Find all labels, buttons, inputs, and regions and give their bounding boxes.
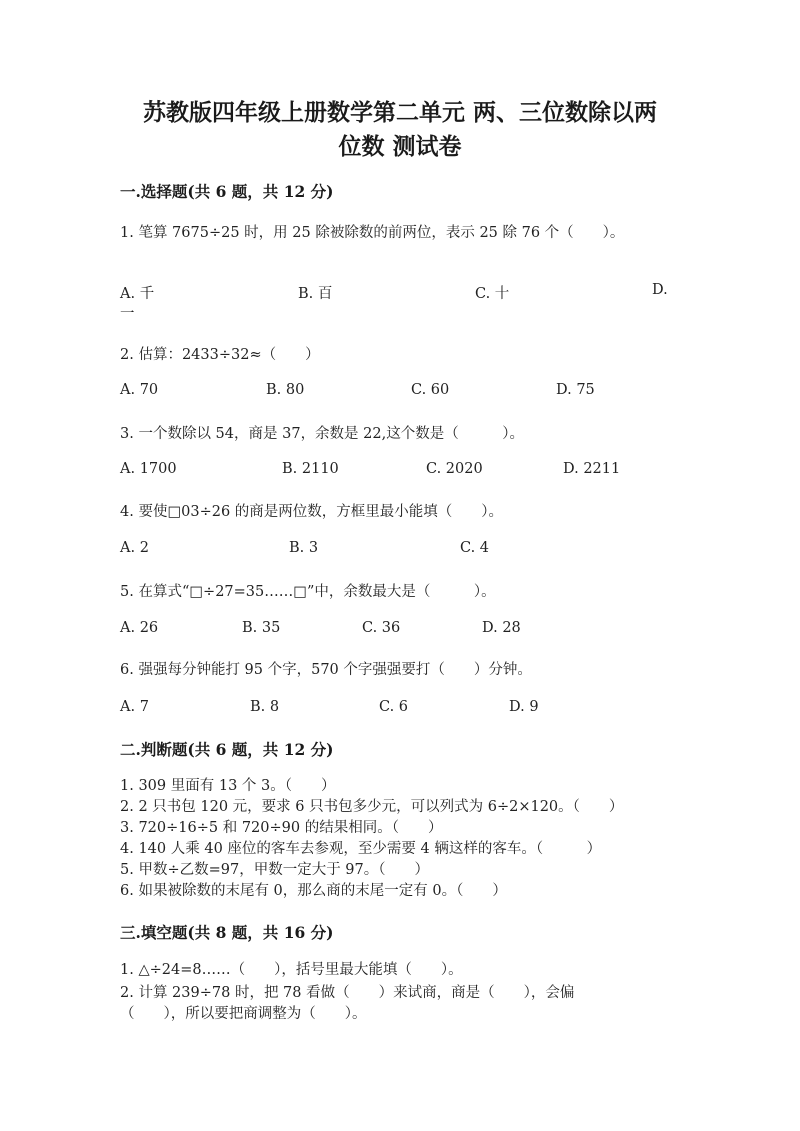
choice-q2-option-c: C. 60	[411, 382, 450, 398]
choice-q2-option-a: A. 70	[120, 382, 159, 398]
choice-q1-option-d-text: 一	[120, 306, 135, 322]
choice-q3-option-b: B. 2110	[282, 461, 339, 477]
choice-q3-option-d: D. 2211	[563, 461, 621, 477]
fill-item-1: 1. △÷24=8……（ ），括号里最大能填（ ）。	[120, 962, 463, 978]
choice-question-5: 5. 在算式“□÷27=35……□”中，余数最大是（ ）。	[120, 584, 496, 600]
choice-question-1: 1. 笔算 7675÷25 时，用 25 除被除数的前两位，表示 25 除 76 个（ ）。	[120, 225, 625, 241]
judge-item-6: 6. 如果被除数的末尾有 0，那么商的末尾一定有 0。（ ）	[120, 883, 507, 899]
page-title	[110, 96, 690, 164]
choice-q4-option-c: C. 4	[460, 540, 490, 556]
judge-item-5: 5. 甲数÷乙数=97，甲数一定大于 97。（ ）	[120, 862, 430, 878]
fill-item-2: 2. 计算 239÷78 时，把 78 看做（ ）来试商，商是（ ），会偏	[120, 985, 575, 1001]
choice-q2-option-b: B. 80	[266, 382, 305, 398]
choice-q5-option-a: A. 26	[120, 620, 159, 636]
choice-q4-option-a: A. 2	[120, 540, 149, 556]
judge-item-3: 3. 720÷16÷5 和 720÷90 的结果相同。（ ）	[120, 820, 443, 836]
page-title-line-2: 位数 测试卷	[338, 133, 462, 160]
choice-q5-option-c: C. 36	[362, 620, 401, 636]
choice-q2-option-d: D. 75	[556, 382, 595, 398]
section-heading-choice: 一.选择题(共 6 题，共 12 分)	[120, 182, 334, 201]
choice-q6-option-b: B. 8	[250, 699, 280, 715]
choice-q6-option-c: C. 6	[379, 699, 409, 715]
choice-q5-option-b: B. 35	[242, 620, 281, 636]
section-heading-judge: 二.判断题(共 6 题，共 12 分)	[120, 740, 334, 759]
choice-q6-option-a: A. 7	[120, 699, 149, 715]
section-heading-fill: 三.填空题(共 8 题，共 16 分)	[120, 923, 334, 942]
choice-q1-option-b: B. 百	[298, 286, 333, 302]
choice-question-2: 2. 估算：2433÷32≈（ ）	[120, 347, 320, 363]
choice-question-3: 3. 一个数除以 54，商是 37，余数是 22,这个数是（ ）。	[120, 426, 524, 442]
choice-question-6: 6. 强强每分钟能打 95 个字，570 个字强强要打（ ）分钟。	[120, 662, 532, 678]
choice-q6-option-d: D. 9	[509, 699, 539, 715]
choice-q1-option-d: D.	[652, 282, 668, 298]
judge-item-2: 2. 2 只书包 120 元，要求 6 只书包多少元，可以列式为 6÷2×120。（ ）	[120, 799, 624, 815]
fill-item-2-continued: （ ），所以要把商调整为（ ）。	[120, 1006, 367, 1022]
choice-q4-option-b: B. 3	[289, 540, 319, 556]
choice-q1-option-a: A. 千	[120, 286, 155, 302]
page-title-line-1: 苏教版四年级上册数学第二单元 两、三位数除以两	[142, 99, 657, 126]
choice-q1-option-c: C. 十	[475, 286, 510, 302]
choice-q3-option-a: A. 1700	[120, 461, 177, 477]
judge-item-1: 1. 309 里面有 13 个 3。（ ）	[120, 778, 336, 794]
judge-item-4: 4. 140 人乘 40 座位的客车去参观，至少需要 4 辆这样的客车。（ ）	[120, 841, 602, 857]
choice-q3-option-c: C. 2020	[426, 461, 483, 477]
choice-question-4: 4. 要使□03÷26 的商是两位数，方框里最小能填（ ）。	[120, 504, 504, 520]
choice-q5-option-d: D. 28	[482, 620, 521, 636]
